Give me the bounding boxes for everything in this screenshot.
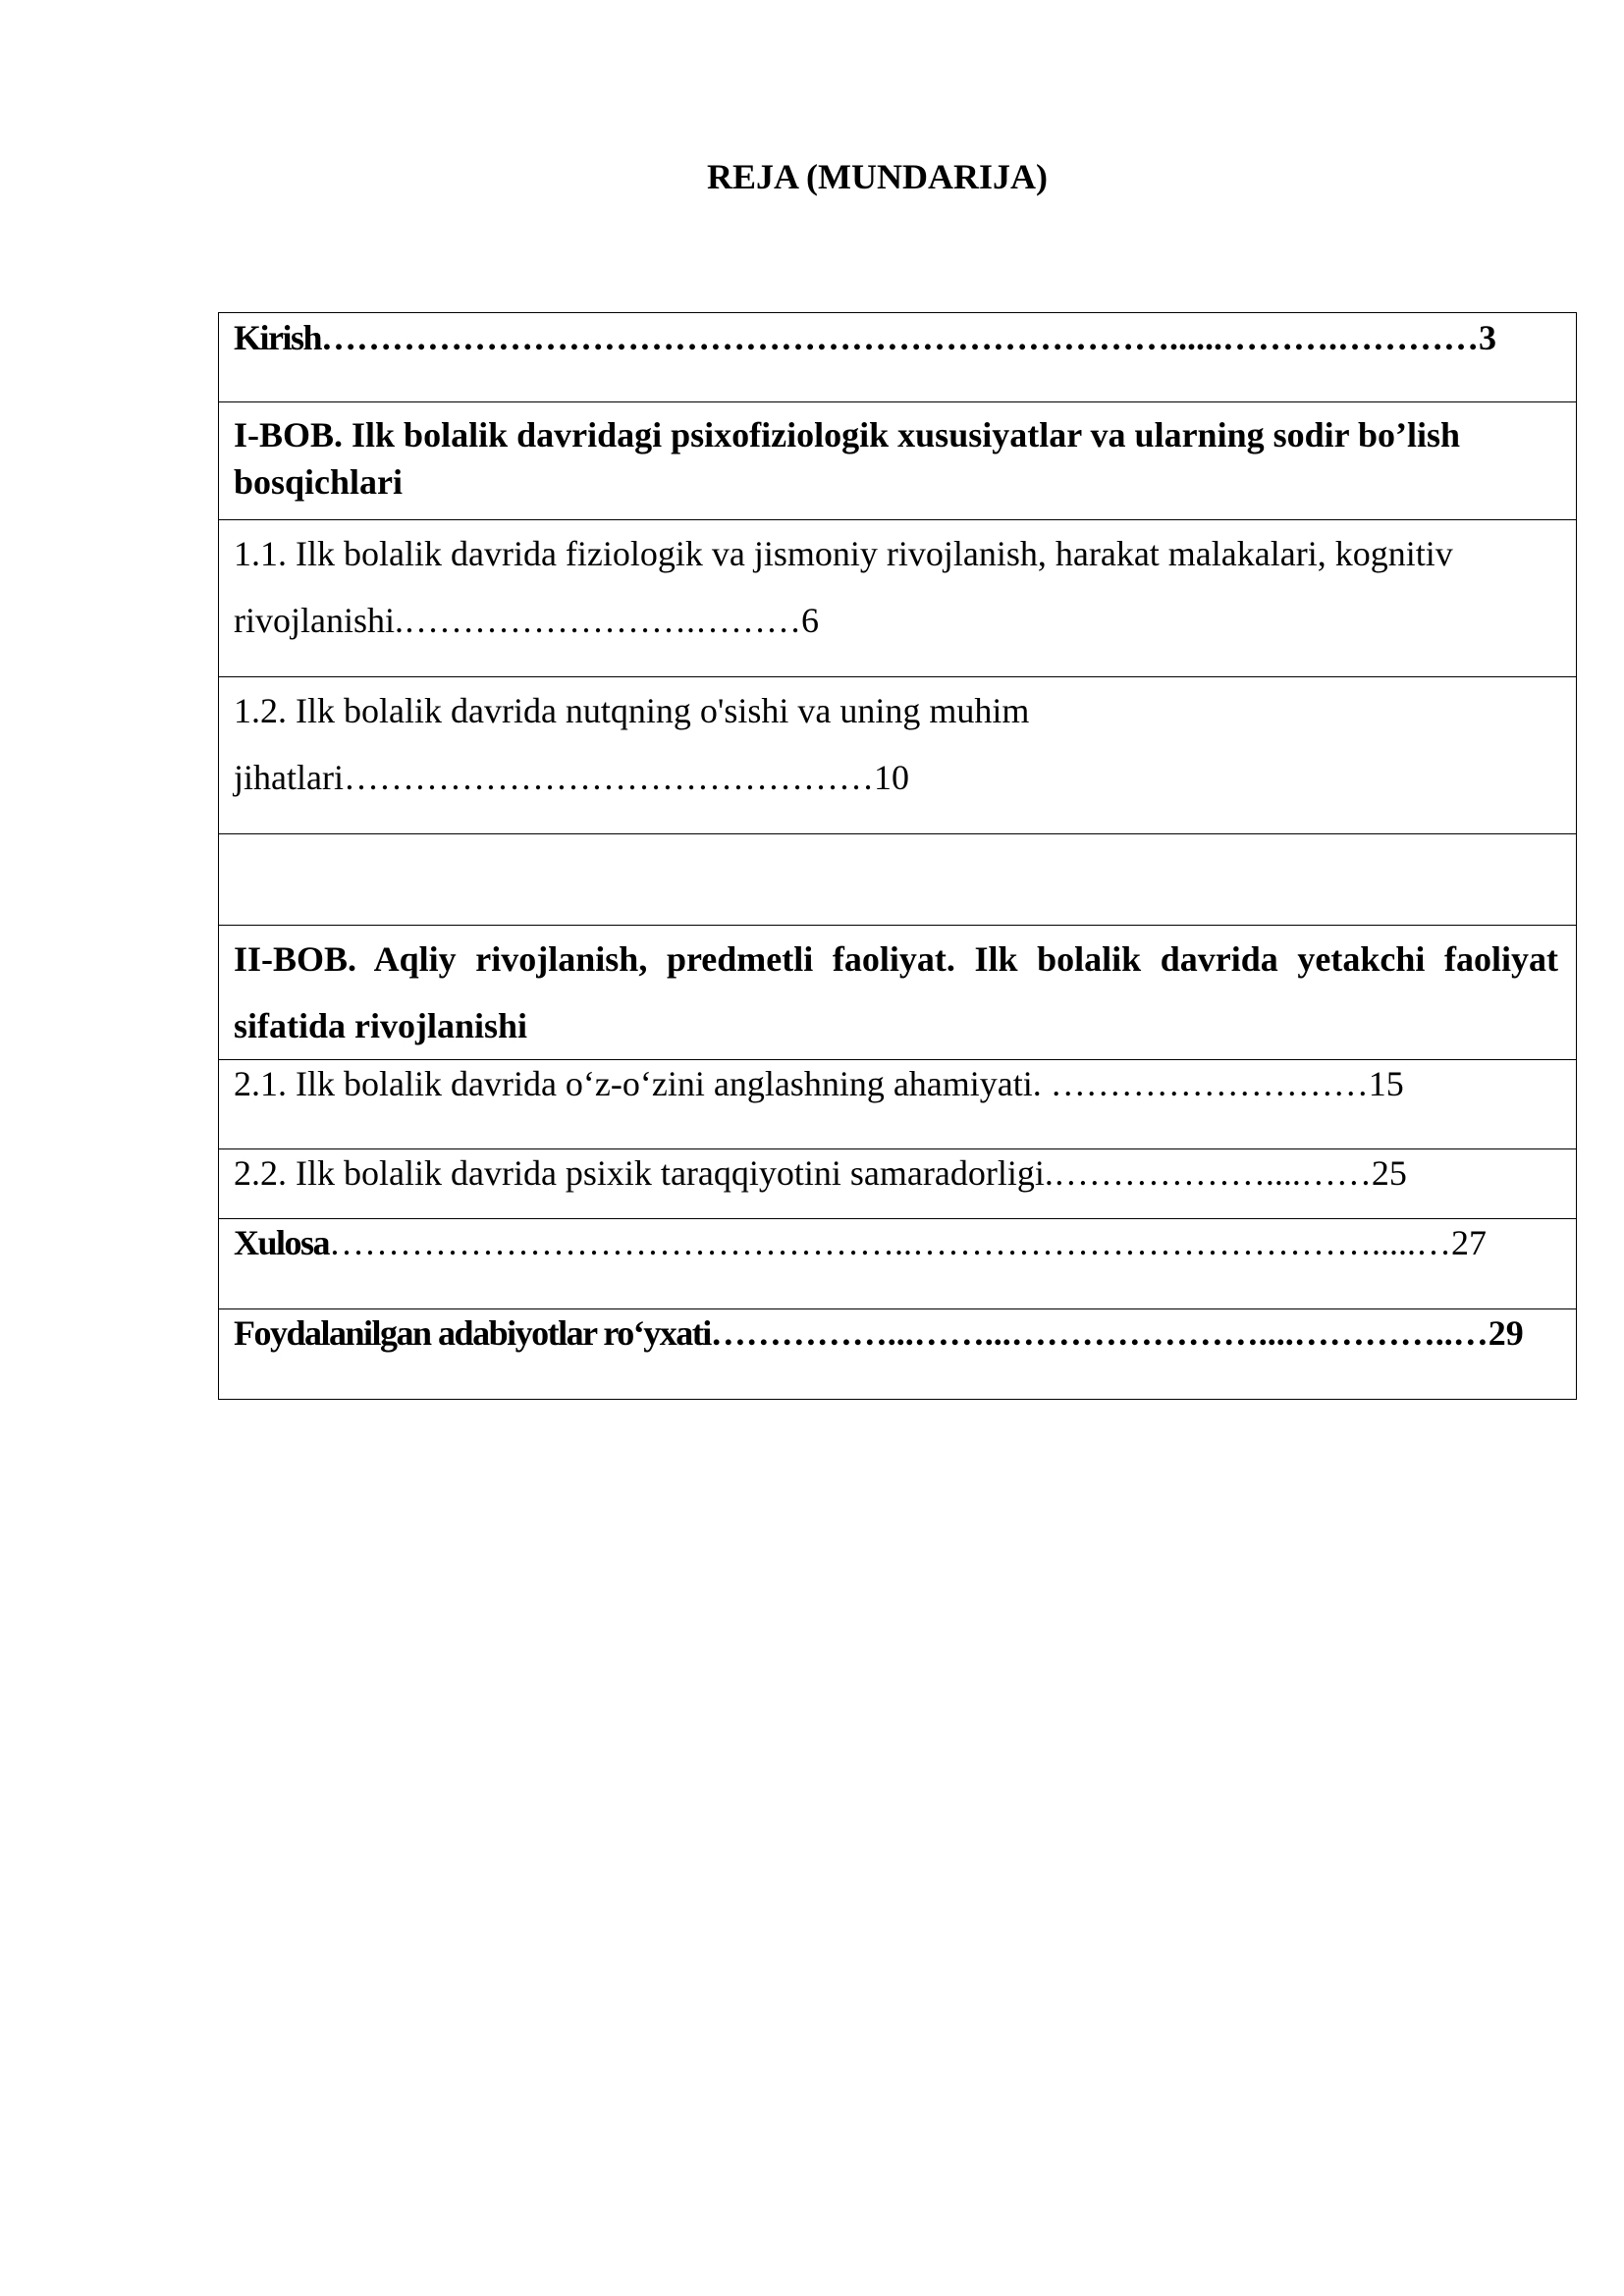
toc-kirish-page: 3 xyxy=(1479,318,1497,357)
toc-1-1-line1: 1.1. Ilk bolalik davrida fiziologik va jismoniy rivojlanish, harakat malakalari, kognitiv xyxy=(234,534,1453,573)
toc-cell-foydalanilgan xyxy=(219,1309,1577,1400)
toc-row-bob1 xyxy=(219,402,1577,520)
toc-row-bob2 xyxy=(219,926,1577,1060)
toc-kirish-leader: ………………………………………………………………......……….………… xyxy=(321,318,1480,357)
toc-1-2-line1: 1.2. Ilk bolalik davrida nutqning o'sishi va uning muhim xyxy=(234,691,1030,730)
page-title: REJA (MUNDARIJA) xyxy=(707,157,1048,196)
toc-chapter-1-heading: I-BOB. Ilk bolalik davridagi psixofiziologik xususiyatlar va ularning sodir bo’lish bosqichlari xyxy=(219,402,1577,520)
toc-row-xulosa xyxy=(219,1219,1577,1309)
toc-row-empty xyxy=(219,834,1577,926)
toc-2-2-entry: 2.2. Ilk bolalik davrida psixik taraqqiyotini samaradorligi.………………....……25 xyxy=(219,1149,1577,1219)
toc-cell-xulosa xyxy=(219,1219,1577,1309)
toc-cell-1-2 xyxy=(219,677,1577,834)
toc-2-1-entry: 2.1. Ilk bolalik davrida o‘z-o‘zini anglashning ahamiyati. ………………………15 xyxy=(219,1060,1577,1149)
toc-row-1-2 xyxy=(219,677,1577,834)
toc-cell-kirish xyxy=(219,313,1577,402)
toc-xulosa-label: Xulosa xyxy=(234,1223,330,1262)
toc-foyda-label: Foydalanilgan adabiyotlar ro‘yxati xyxy=(234,1313,711,1353)
toc-chapter-2-heading: II-BOB. Aqliy rivojlanish, predmetli faoliyat. Ilk bolalik davrida yetakchi faoliyat sifatida rivojlanishi xyxy=(219,926,1577,1060)
toc-cell-1-1 xyxy=(219,520,1577,677)
toc-1-2-line2: jihatlari………………………………………10 xyxy=(234,758,909,797)
toc-row-kirish xyxy=(219,313,1577,402)
toc-cell-empty xyxy=(219,834,1577,926)
toc-row-foydalanilgan xyxy=(219,1309,1577,1400)
toc-1-1-line2: rivojlanishi.…………………….………6 xyxy=(234,601,819,640)
toc-row-2-2 xyxy=(219,1149,1577,1219)
toc-xulosa-page: 27 xyxy=(1451,1223,1488,1262)
toc-xulosa-leader: …………………………………………..………………………………….....… xyxy=(329,1223,1452,1262)
toc-kirish-label: Kirish xyxy=(234,318,322,357)
toc-foyda-leader: ……………...……...…………………....…………..… xyxy=(710,1313,1489,1353)
toc-row-2-1 xyxy=(219,1060,1577,1149)
toc-row-1-1 xyxy=(219,520,1577,677)
toc-foyda-page: 29 xyxy=(1488,1313,1524,1353)
toc-table xyxy=(218,312,1577,1400)
